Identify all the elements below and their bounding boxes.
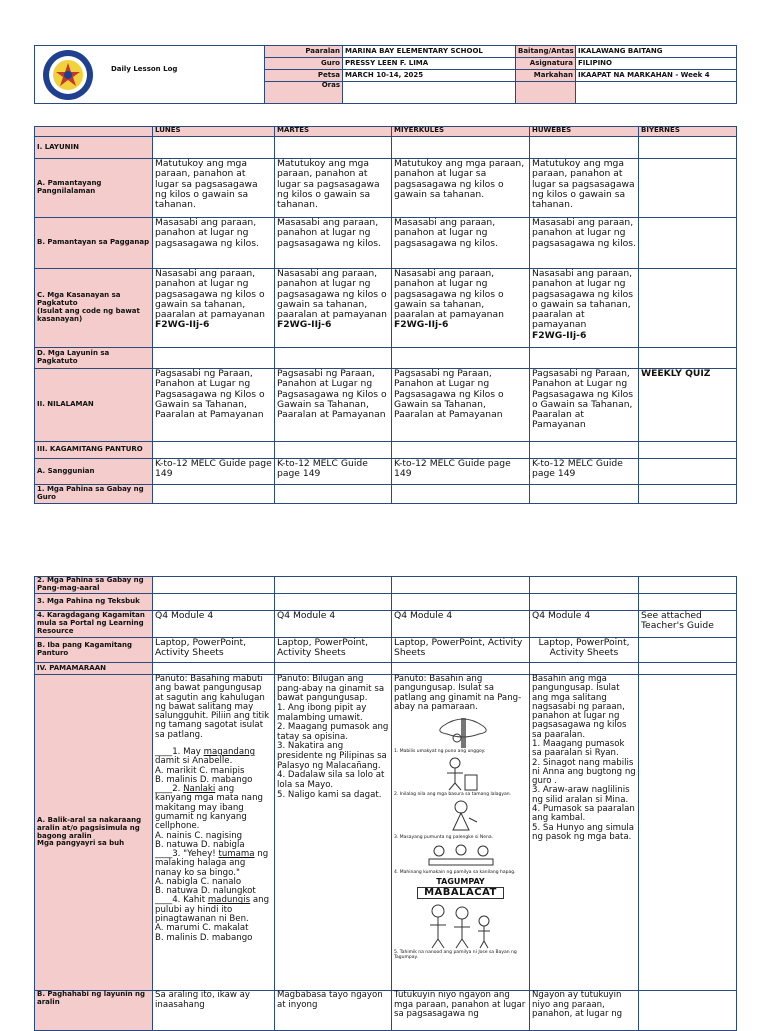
day-header: LUNES [153, 127, 275, 137]
cell-text [639, 218, 737, 269]
header-table [34, 45, 737, 104]
quiz-item: ____4. Kahit madungis ang pulubi ay hindi ito pinagtawanan ni Ben. [155, 895, 270, 925]
skill-text: Nasasabi ang paraan, panahon at lugar ng pagsasagawa ng kilos o gawain sa tahanan, paaralan at pamayanan [532, 268, 634, 331]
family-sign-illustration [416, 901, 506, 949]
picture-caption: 5. Tahimik na nanood ang pamilya ni Jose sa Bayan ng Tagumpay. [394, 950, 517, 961]
deped-seal-icon [41, 48, 95, 102]
sign-top-text: TAGUMPAY [436, 876, 485, 886]
corner-cell [35, 127, 153, 137]
sentence-item: 5. Sa Hunyo ang simula ng pasok ng mga bata. [532, 822, 635, 842]
cell-text: See attached Teacher's Guide [639, 611, 737, 638]
underlined-word: Nanlaki [183, 784, 216, 795]
row-label: A. Pamantayang Pangnilalaman [35, 159, 153, 218]
cell-text: Matutukoy ang mga paraan, panahon at lugar sa pagsasagawa ng kilos o gawain sa tahanan. [530, 159, 639, 218]
cell-text: Matutukoy ang mga paraan, panahon at lugar sa pagsasagawa ng kilos o gawain sa tahanan. [392, 159, 530, 218]
quiz-item: ____3. "Yehey! tumama ng malaking halaga ang nanay ko sa bingo." [155, 849, 269, 878]
header-logo-cell [35, 46, 265, 104]
skill-code: F2WG-IIj-6 [277, 319, 332, 331]
trash-bin-illustration [431, 757, 491, 791]
underlined-word: madungis [207, 895, 251, 906]
underlined-word: magandang [203, 746, 256, 757]
skill-code: F2WG-IIj-6 [532, 329, 587, 341]
sentence-item: 5. Naligo kami sa dagat. [277, 789, 382, 800]
cell-text: K-to-12 MELC Guide page 149 [530, 459, 639, 485]
section-label: IV. PAMAMARAAN [35, 663, 153, 675]
cell-text: Q4 Module 4 [275, 611, 392, 638]
cell-text: Laptop, PowerPoint, Activity Sheets [530, 638, 639, 663]
field-label: Asignatura [516, 58, 576, 70]
activity-instructions: Panuto: Bilugan ang pang-abay na ginamit sa bawat pangungusap. [277, 674, 385, 704]
row-label: 3. Mga Pahina ng Teksbuk [35, 594, 153, 611]
sentence-item: 3. Araw-araw naglilinis ng silid aralan si Mina. [532, 785, 630, 805]
cell-text: Masasabi ang paraan, panahon at lugar ng pagsasagawa ng kilos. [530, 218, 639, 269]
weekly-quiz: WEEKLY QUIZ [639, 369, 737, 442]
row-label-sub: (Isulat ang code ng bawat kasanayan) [37, 307, 140, 323]
picture-caption: 4. Mahinang kumakain ng pamilya sa kanilang hapag. [394, 869, 516, 875]
row-label: B. Pamantayan sa Pagganap [35, 218, 153, 269]
day-header: BIYERNES [639, 127, 737, 137]
row-label-main: C. Mga Kasanayan sa Pagkatuto [37, 291, 121, 308]
sentence-item: 2. Maagang pumasok ang tatay sa opisina. [277, 722, 389, 742]
girl-market-illustration [431, 800, 491, 834]
row-label [35, 675, 153, 991]
cell-text: K-to-12 MELC Guide page 149 [153, 459, 275, 485]
activity-instructions: Panuto: Basahin ang pangungusap. Isulat sa patlang ang ginamit na Pang-abay na pamaraan. [394, 674, 522, 712]
sentence-item: 4. Dadalaw sila sa lolo at lola sa Mayo. [277, 770, 385, 790]
row-label: D. Mga Layunin sa Pagkatuto [35, 348, 153, 369]
section-label: I. LAYUNIN [35, 137, 153, 159]
field-label: Baitang/Antas [516, 46, 576, 58]
row-label: 4. Karagdagang Kagamitan mula sa Portal ng Learning Resource [35, 611, 153, 638]
miyerkules-activity [392, 675, 530, 991]
cell-text: Sa araling ito, ikaw ay inaasahang [153, 991, 275, 1031]
cell-text: Masasabi ang paraan, panahon at lugar ng pagsasagawa ng kilos. [275, 218, 392, 269]
quiz-choice: B. malinis D. mabango [155, 932, 253, 943]
cell-text [392, 269, 530, 348]
skill-text: Nasasabi ang paraan, panahon at lugar ng pagsasagawa ng kilos o gawain sa tahanan, paaralan at pamayanan [277, 268, 387, 321]
cell-text: Q4 Module 4 [530, 611, 639, 638]
martes-activity [275, 675, 392, 991]
row-label: 1. Mga Pahina sa Gabay ng Guro [35, 485, 153, 504]
cell-text: Masasabi ang paraan, panahon at lugar ng pagsasagawa ng kilos. [153, 218, 275, 269]
quiz-choice: A. nabigla C. nanalo [155, 876, 242, 887]
row-label: B. Paghahabi ng layunin ng aralin [35, 991, 153, 1031]
log-title: Daily Lesson Log [111, 65, 178, 73]
cell-text [639, 269, 737, 348]
field-value [576, 82, 737, 104]
row-label-main: A. Balik-aral sa nakaraang aralin at/o pagsisimula ng bagong aralin [37, 815, 142, 840]
quiz-item: ____2. Nanlaki ang kanyang mga mata nang makitang may ibang gumamit ng kanyang cellphone. [155, 784, 263, 832]
quiz-choice: B. natuwa D. nabigla [155, 839, 245, 850]
field-value: IKALAWANG BAITANG [576, 46, 737, 58]
cell-text: Laptop, PowerPoint, Activity Sheets [392, 638, 530, 663]
quiz-choice: A. marumi C. makalat [155, 923, 249, 934]
skill-text: Nasasabi ang paraan, panahon at lugar ng pagsasagawa ng kilos o gawain sa tahanan, paaralan at pamayanan [394, 268, 504, 321]
cell-text [530, 269, 639, 348]
lunes-activity [153, 675, 275, 991]
field-value: IKAAPAT NA MARKAHAN - Week 4 [576, 70, 737, 82]
sentence-item: 1. Ang ibong pipit ay malambing umawit. [277, 702, 367, 723]
lesson-table-part1 [34, 126, 737, 504]
cell-text: Laptop, PowerPoint, Activity Sheets [275, 638, 392, 663]
activity-instructions: Basahin ang mga pangungusap. Isulat ang mga salitang nagsasabi ng paraan, panahon at lugar ng pagsasagawa ng kilos sa paaralan. [532, 674, 627, 740]
field-value [343, 82, 516, 104]
sentence-item: 4. Pumasok sa paaralan ang kambal. [532, 803, 635, 824]
section-label: III. KAGAMITANG PANTURO [35, 442, 153, 459]
field-label: Petsa [265, 70, 343, 82]
cell-text: Matutukoy ang mga paraan, panahon at lugar sa pagsasagawa ng kilos o gawain sa tahanan. [275, 159, 392, 218]
field-label: Paaralan [265, 46, 343, 58]
field-value: FILIPINO [576, 58, 737, 70]
cell-text: Pagsasabi ng Paraan, Panahon at Lugar ng Pagsasagawa ng Kilos o Gawain sa Tahanan, Paaralan at Pamayanan [392, 369, 530, 442]
skill-text: Nasasabi ang paraan, panahon at lugar ng pagsasagawa ng kilos o gawain sa tahanan, paaralan at pamayanan [155, 268, 265, 321]
cell-text [639, 991, 737, 1031]
section-label: II. NILALAMAN [35, 369, 153, 442]
skill-code: F2WG-IIj-6 [394, 319, 449, 331]
quiz-choice: A. marikit C. manipis [155, 765, 245, 776]
sign-bottom-text: MABALACAT [417, 887, 504, 900]
row-label: 2. Mga Pahina sa Gabay ng Pang-mag-aaral [35, 577, 153, 594]
family-eating-illustration [421, 843, 501, 869]
sentence-item: 3. Nakatira ang presidente ng Pilipinas sa Palasyo ng Malacañang. [277, 741, 387, 771]
cell-text: Pagsasabi ng Paraan, Panahon at Lugar ng Pagsasagawa ng Kilos o Gawain sa Tahanan, Paaralan at Pamayanan [530, 369, 639, 442]
field-label: Oras [265, 82, 343, 104]
cell-text: Tutukuyin niyo ngayon ang mga paraan, panahon at lugar sa pagsasagawa ng [392, 991, 530, 1031]
sentence-item: 2. Sinagot nang mabilis ni Anna ang bugtong ng guro . [532, 757, 636, 787]
field-label [516, 82, 576, 104]
biyernes-activity [639, 675, 737, 991]
field-label: Markahan [516, 70, 576, 82]
tagumpay-sign [394, 878, 527, 899]
picture-caption: 3. Masayang pumunta ng palengke si Nena. [394, 835, 494, 840]
field-value: MARINA BAY ELEMENTARY SCHOOL [343, 46, 516, 58]
cell-text: Q4 Module 4 [153, 611, 275, 638]
cell-text: Matutukoy ang mga paraan, panahon at lugar sa pagsasagawa ng kilos o gawain sa tahanan. [153, 159, 275, 218]
cell-text [153, 269, 275, 348]
row-label: B. Iba pang Kagamitang Panturo [35, 638, 153, 663]
day-header: MARTES [275, 127, 392, 137]
day-header: HUWEBES [530, 127, 639, 137]
cell-text: Ngayon ay tutukuyin niyo ang paraan, panahon, at lugar ng [530, 991, 639, 1031]
cell-text: Masasabi ang paraan, panahon at lugar ng pagsasagawa ng kilos. [392, 218, 530, 269]
quiz-choice: B. malinis D. mabango [155, 774, 253, 785]
picture-caption: 2. Inilalag nila ang mga basura sa tamang lalagyan. [394, 792, 512, 798]
day-header: MIYERKULES [392, 127, 530, 137]
quiz-choice: B. natuwa D. nalungkot [155, 886, 256, 897]
cell-text [639, 159, 737, 218]
field-label: Guro [265, 58, 343, 70]
field-value: PRESSY LEEN F. LIMA [343, 58, 516, 70]
cell-text [639, 459, 737, 485]
cell-text [639, 638, 737, 663]
skill-code: F2WG-IIj-6 [155, 319, 210, 331]
cell-text [275, 269, 392, 348]
field-value: MARCH 10-14, 2025 [343, 70, 516, 82]
cell-text: K-to-12 MELC Guide page 149 [392, 459, 530, 485]
picture-caption: 1. Mabilis umakyat ng puno ang unggoy. [394, 749, 486, 755]
monkey-tree-illustration [421, 714, 501, 748]
sentence-item: 1. Maagang pumasok sa paaralan si Ryan. [532, 738, 625, 759]
cell-text: Pagsasabi ng Paraan, Panahon at Lugar ng Pagsasagawa ng Kilos o Gawain sa Tahanan, Paaralan at Pamayanan [153, 369, 275, 442]
quiz-choice: A. nainis C. nagising [155, 830, 243, 841]
underlined-word: tumama [218, 849, 255, 860]
row-label-sub: Mga pangyayri sa buh [37, 839, 125, 848]
row-label: A. Sanggunian [35, 459, 153, 485]
cell-text: Laptop, PowerPoint, Activity Sheets [153, 638, 275, 663]
cell-text: Q4 Module 4 [392, 611, 530, 638]
activity-instructions: Panuto: Basahing mabuti ang bawat pangungusap at sagutin ang kahulugan ng bawat salitang may salungguhit. Piliin ang titik ng tamang sagotat isulat sa patlang. [155, 674, 270, 740]
huwebes-activity [530, 675, 639, 991]
quiz-item: ____1. May magandang damit si Anabelle. [155, 746, 256, 767]
cell-text: K-to-12 MELC Guide page 149 [275, 459, 392, 485]
cell-text: Magbabasa tayo ngayon at inyong [275, 991, 392, 1031]
lesson-table-part2 [34, 576, 737, 1031]
row-label [35, 269, 153, 348]
cell-text: Pagsasabi ng Paraan, Panahon at Lugar ng Pagsasagawa ng Kilos o Gawain sa Tahanan, Paaralan at Pamayanan [275, 369, 392, 442]
